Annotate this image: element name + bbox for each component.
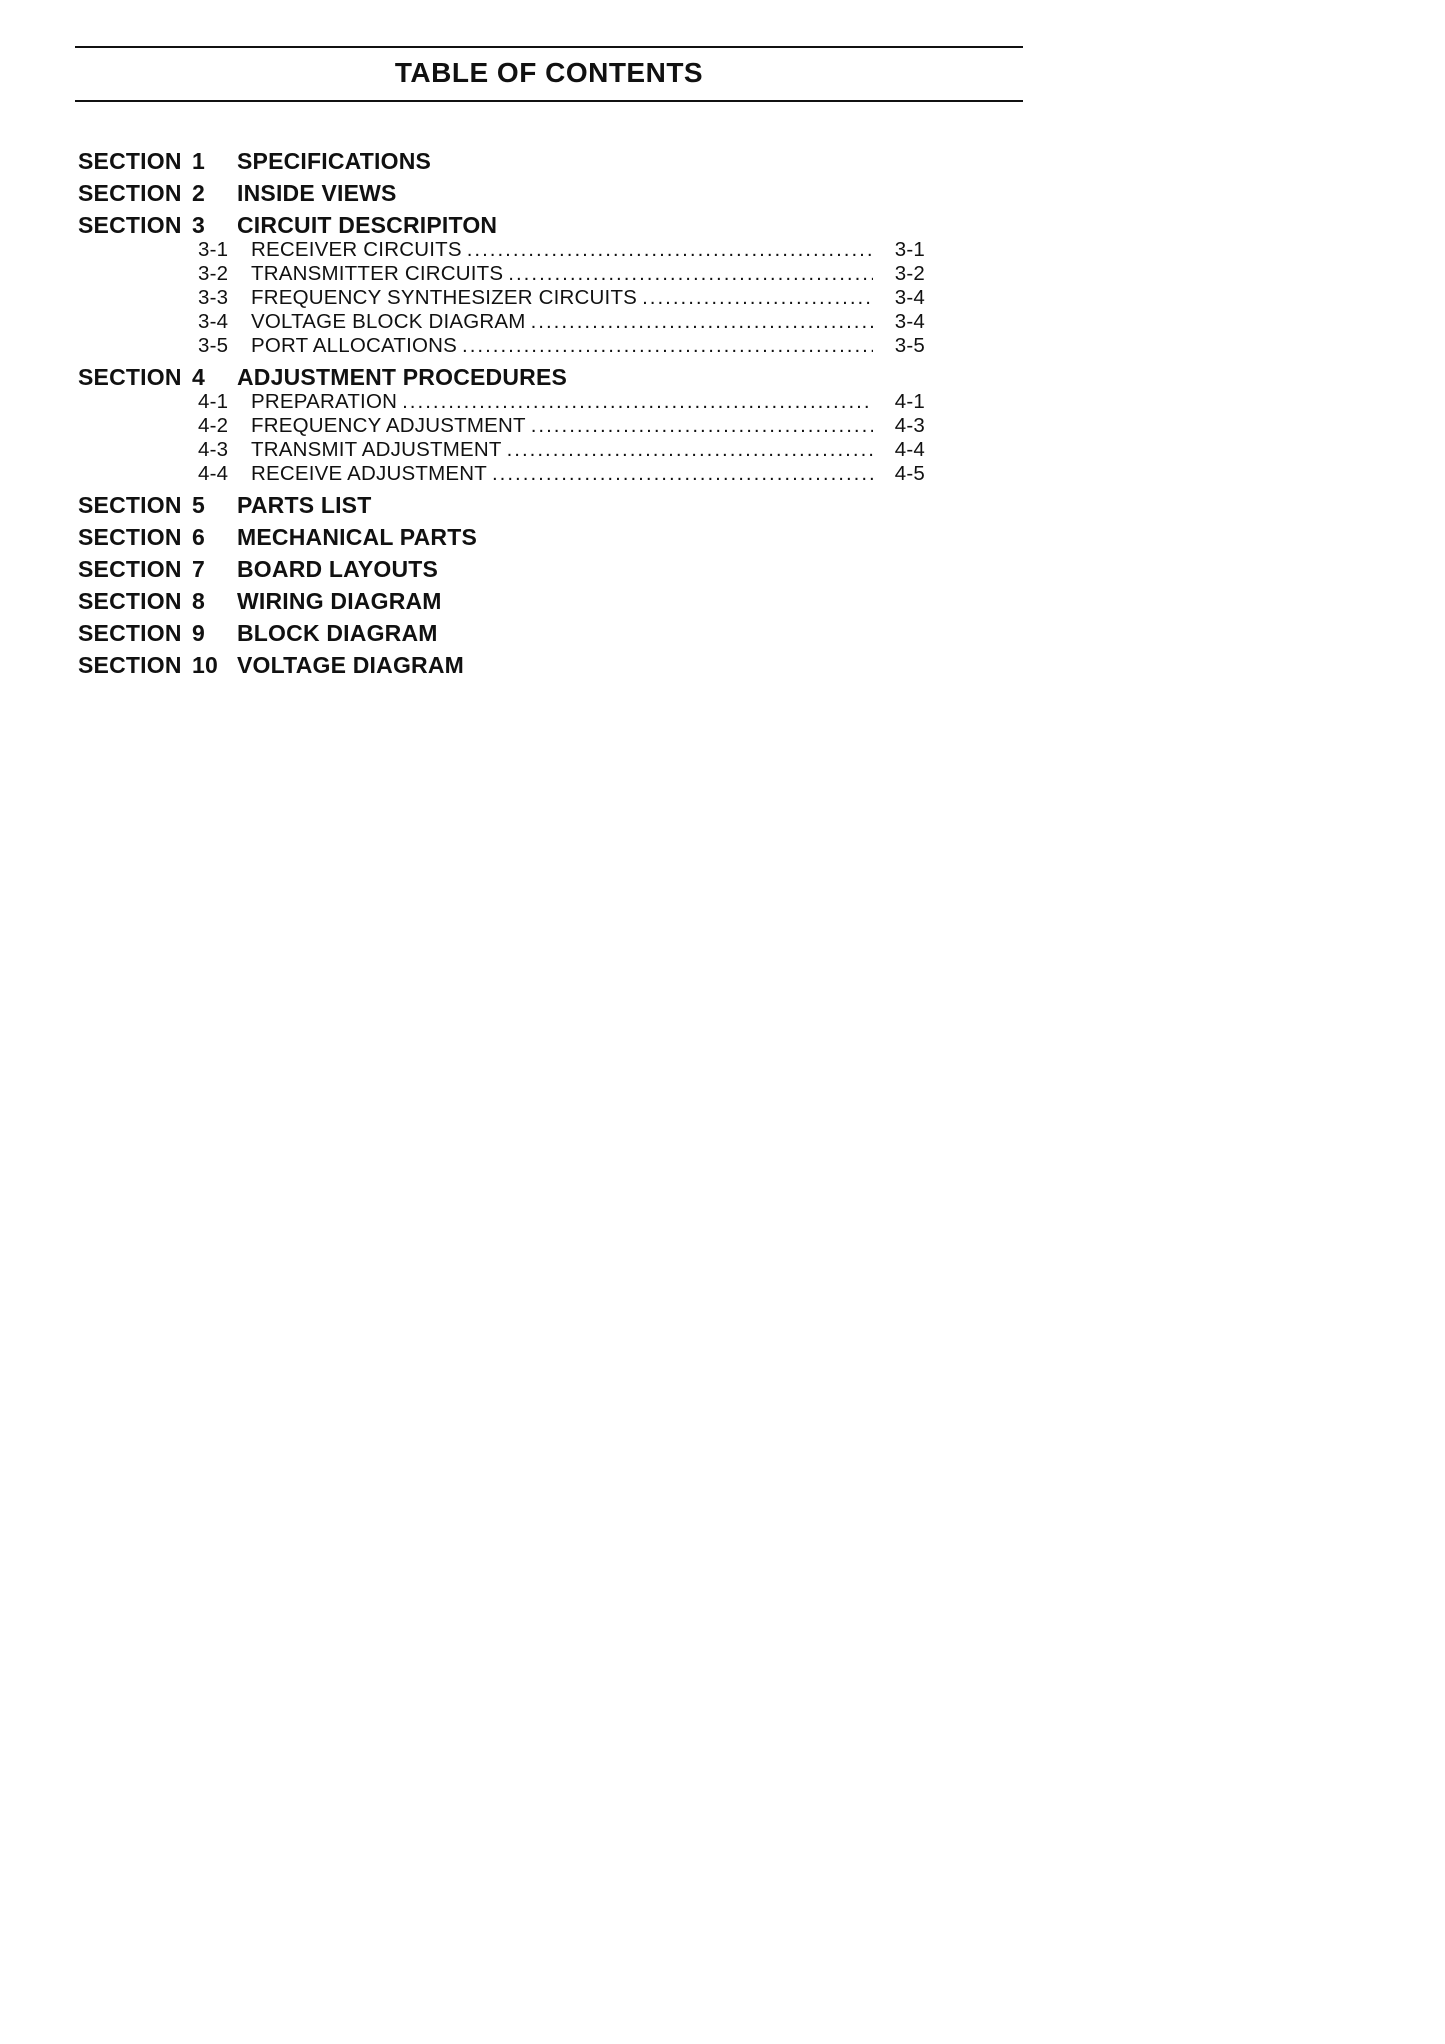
section-number: 9	[192, 620, 205, 646]
section-label: SECTION	[78, 212, 182, 238]
entry-number: 3-4	[198, 310, 229, 333]
dot-leader	[642, 286, 873, 310]
entry-title: VOLTAGE BLOCK DIAGRAM	[251, 310, 526, 333]
toc-header	[75, 46, 1023, 102]
toc-section-row	[78, 212, 1023, 238]
section-title: WIRING DIAGRAM	[237, 588, 442, 614]
page-content	[75, 46, 1023, 678]
entry-title: FREQUENCY SYNTHESIZER CIRCUITS	[251, 286, 638, 309]
entry-title: RECEIVE ADJUSTMENT	[251, 462, 487, 485]
entry-number: 3-3	[198, 286, 229, 309]
toc-entry-row	[78, 334, 925, 358]
dot-leader	[492, 462, 873, 486]
entry-page: 4-1	[894, 390, 925, 413]
section-title: CIRCUIT DESCRIPITON	[237, 212, 498, 238]
toc-entry-row	[78, 286, 925, 310]
entry-page: 3-5	[894, 334, 925, 357]
entry-number: 3-1	[198, 238, 229, 261]
toc-section-row	[78, 588, 1023, 614]
section-number: 6	[192, 524, 205, 550]
entry-title: TRANSMIT ADJUSTMENT	[251, 438, 502, 461]
section-label: SECTION	[78, 180, 182, 206]
section-label: SECTION	[78, 148, 182, 174]
section-label: SECTION	[78, 620, 182, 646]
toc-entry-row	[78, 390, 925, 414]
entry-title: PORT ALLOCATIONS	[251, 334, 457, 357]
toc-section-row	[78, 180, 1023, 206]
section-label: SECTION	[78, 492, 182, 518]
entry-number: 4-1	[198, 390, 229, 413]
toc-section-row	[78, 556, 1023, 582]
section-number: 2	[192, 180, 205, 206]
toc-entry-row	[78, 414, 925, 438]
section-label: SECTION	[78, 524, 182, 550]
section-label: SECTION	[78, 556, 182, 582]
entry-page: 3-4	[894, 286, 925, 309]
section-label: SECTION	[78, 652, 182, 678]
toc-entry-row	[78, 310, 925, 334]
header-bottom-rule	[75, 100, 1023, 102]
section-title: PARTS LIST	[237, 492, 372, 518]
section-number: 8	[192, 588, 205, 614]
toc-entry-row	[78, 462, 925, 486]
section-title: BOARD LAYOUTS	[237, 556, 439, 582]
entry-number: 4-2	[198, 414, 229, 437]
entry-title: PREPARATION	[251, 390, 398, 413]
entry-number: 3-5	[198, 334, 229, 357]
section-title: BLOCK DIAGRAM	[237, 620, 438, 646]
entry-page: 4-4	[894, 438, 925, 461]
entry-number: 4-4	[198, 462, 229, 485]
section-number: 3	[192, 212, 205, 238]
toc-section-row	[78, 364, 1023, 390]
section-title: VOLTAGE DIAGRAM	[237, 652, 465, 678]
section-number: 5	[192, 492, 205, 518]
dot-leader	[507, 438, 873, 462]
entry-page: 3-4	[894, 310, 925, 333]
entry-page: 4-3	[894, 414, 925, 437]
section-number: 10	[192, 652, 218, 678]
section-label: SECTION	[78, 364, 182, 390]
entry-title: TRANSMITTER CIRCUITS	[251, 262, 504, 285]
entry-page: 3-1	[894, 238, 925, 261]
toc-section-row	[78, 524, 1023, 550]
dot-leader	[508, 262, 873, 286]
section-title: MECHANICAL PARTS	[237, 524, 478, 550]
toc-section-row	[78, 492, 1023, 518]
toc-entry-row	[78, 238, 925, 262]
toc-body	[75, 148, 1023, 678]
toc-entry-row	[78, 262, 925, 286]
entry-title: FREQUENCY ADJUSTMENT	[251, 414, 526, 437]
dot-leader	[531, 310, 873, 334]
entry-page: 4-5	[894, 462, 925, 485]
page-title: TABLE OF CONTENTS	[394, 57, 704, 88]
section-title: ADJUSTMENT PROCEDURES	[237, 364, 568, 390]
toc-entry-row	[78, 438, 925, 462]
section-title: SPECIFICATIONS	[237, 148, 432, 174]
entry-number: 4-3	[198, 438, 229, 461]
section-number: 1	[192, 148, 205, 174]
section-title: INSIDE VIEWS	[237, 180, 397, 206]
dot-leader	[531, 414, 873, 438]
dot-leader	[467, 238, 873, 262]
dot-leader	[402, 390, 873, 414]
section-number: 4	[192, 364, 205, 390]
section-label: SECTION	[78, 588, 182, 614]
toc-section-row	[78, 652, 1023, 678]
entry-title: RECEIVER CIRCUITS	[251, 238, 462, 261]
entry-number: 3-2	[198, 262, 229, 285]
dot-leader	[462, 334, 873, 358]
section-number: 7	[192, 556, 205, 582]
entry-page: 3-2	[894, 262, 925, 285]
toc-section-row	[78, 148, 1023, 174]
toc-section-row	[78, 620, 1023, 646]
